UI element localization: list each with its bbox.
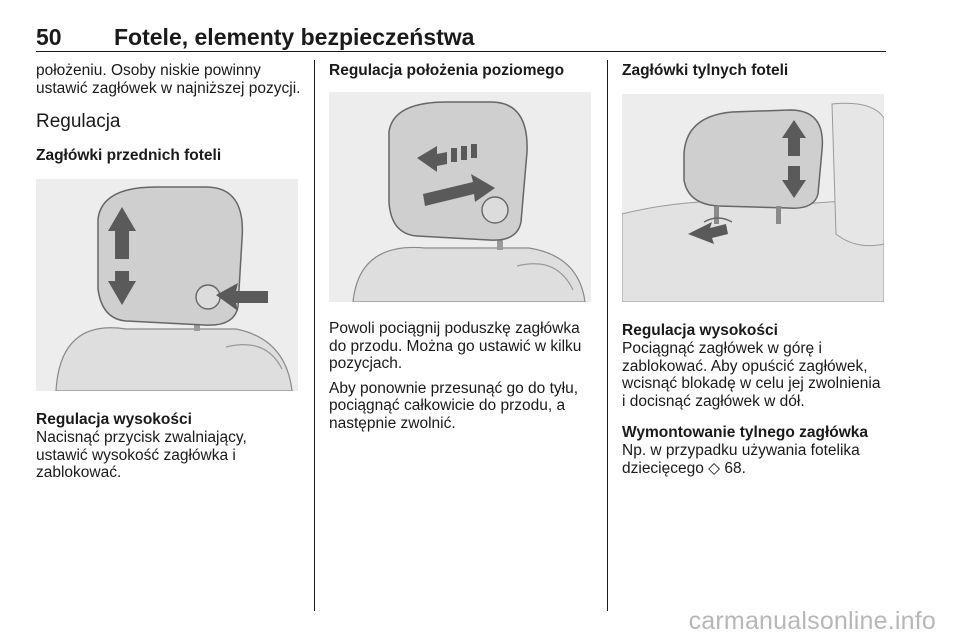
front-headrests-heading: Zagłówki przednich foteli — [36, 147, 222, 164]
front-caption-text: Nacisnąć przycisk zwalniający, ustawić wysokość zagłówka i zablokować. — [36, 429, 247, 481]
removal-heading: Wymontowanie tylnego zagłówka — [622, 424, 869, 441]
section-heading: Regulacja — [36, 111, 121, 132]
removal-text — [622, 442, 887, 477]
horizontal-adjustment-illustration — [329, 92, 591, 302]
horizontal-adjustment-heading: Regulacja położenia poziomego — [329, 62, 565, 79]
page-header — [36, 20, 886, 52]
page-reference-icon: ◇ — [708, 459, 721, 477]
column-3 — [622, 62, 887, 477]
column-1 — [36, 62, 301, 482]
column-divider-1 — [314, 60, 315, 611]
front-headrest-illustration — [36, 179, 298, 391]
front-caption-title: Regulacja wysokości — [36, 411, 192, 428]
header-rule — [36, 51, 886, 52]
column-divider-2 — [607, 60, 608, 611]
page-number: 50 — [36, 24, 62, 50]
column-2 — [329, 62, 594, 432]
removal-text-prefix: Np. w przypadku używania fotelika dziecięcego — [622, 442, 860, 477]
intro-paragraph: położeniu. Osoby niskie powinny ustawić zagłówek w najniższej pozycji. — [36, 62, 301, 97]
horizontal-paragraph-1: Powoli pociągnij poduszkę zagłówka do przodu. Można go ustawić w kilku pozycjach. — [329, 320, 582, 372]
rear-caption-title: Regulacja wysokości — [622, 322, 778, 339]
watermark: carmanualsonline.info — [688, 607, 936, 635]
page-reference-link[interactable]: 68. — [724, 459, 746, 477]
rear-headrests-heading: Zagłówki tylnych foteli — [622, 62, 789, 79]
rear-caption-text: Pociągnąć zagłówek w górę i zablokować. Aby opuścić zagłówek, wcisnąć blokadę w celu jej zwolnienia i docisnąć zagłówek w dół. — [622, 340, 881, 410]
horizontal-paragraph-2: Aby ponownie przesunąć go do tyłu, pociągnąć całkowicie do przodu, a następnie zwolnić. — [329, 379, 579, 432]
page-title: Fotele, elementy bezpieczeństwa — [114, 24, 475, 50]
rear-headrest-illustration — [622, 94, 884, 302]
